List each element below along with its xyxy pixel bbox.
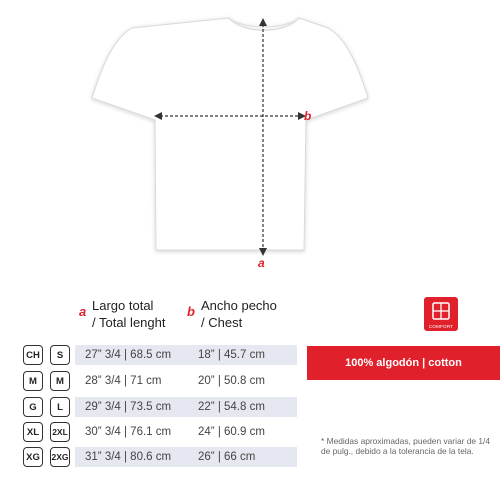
- comfort-square-icon: [424, 299, 458, 325]
- chest-value: 22” | 54.8 cm: [198, 401, 265, 413]
- chest-marker: b: [304, 109, 312, 123]
- length-header-letter: a: [79, 304, 87, 319]
- chest-header-line1: Ancho pecho: [201, 298, 277, 313]
- size-local-box: XL: [23, 422, 43, 442]
- size-intl-box: 2XG: [50, 447, 70, 467]
- size-intl-box: 2XL: [50, 422, 70, 442]
- table-row: [75, 371, 297, 391]
- length-value: 28” 3/4 | 71 cm: [85, 375, 162, 387]
- length-header-line1: Largo total: [92, 298, 154, 313]
- length-arrow-top: [259, 18, 267, 26]
- length-value: 30” 3/4 | 76.1 cm: [85, 426, 172, 438]
- size-intl-box: M: [50, 371, 70, 391]
- fabric-banner: [307, 346, 500, 380]
- length-header-line2: / Total lenght: [92, 315, 166, 330]
- size-local-box: XG: [23, 447, 43, 467]
- length-value: 29” 3/4 | 73.5 cm: [85, 401, 172, 413]
- size-local-box: CH: [23, 345, 43, 365]
- comfort-label: COMFORT: [428, 324, 454, 329]
- table-row: [75, 422, 297, 442]
- chest-value: 20” | 50.8 cm: [198, 375, 265, 387]
- size-local-box: G: [23, 397, 43, 417]
- size-intl-box: S: [50, 345, 70, 365]
- length-marker: a: [258, 256, 265, 270]
- measurement-note: * Medidas aproximadas, pueden variar de 1/4 de pulg., debido a la tolerancia de la tela.: [321, 436, 490, 456]
- fabric-text: 100% algodón | cotton: [345, 357, 462, 369]
- tshirt-body: [92, 18, 368, 250]
- size-intl-box: L: [50, 397, 70, 417]
- table-row: [75, 397, 297, 417]
- table-row: [75, 447, 297, 467]
- size-local-box: M: [23, 371, 43, 391]
- length-value: 31” 3/4 | 80.6 cm: [85, 451, 172, 463]
- chest-header-line2: / Chest: [201, 315, 243, 330]
- chest-value: 18” | 45.7 cm: [198, 349, 265, 361]
- table-row: [75, 345, 297, 365]
- length-arrow-bottom: [259, 248, 267, 256]
- chest-value: 26” | 66 cm: [198, 451, 256, 463]
- length-value: 27” 3/4 | 68.5 cm: [85, 349, 172, 361]
- chest-value: 24” | 60.9 cm: [198, 426, 265, 438]
- chest-header-letter: b: [187, 304, 195, 319]
- comfort-badge: [424, 297, 458, 331]
